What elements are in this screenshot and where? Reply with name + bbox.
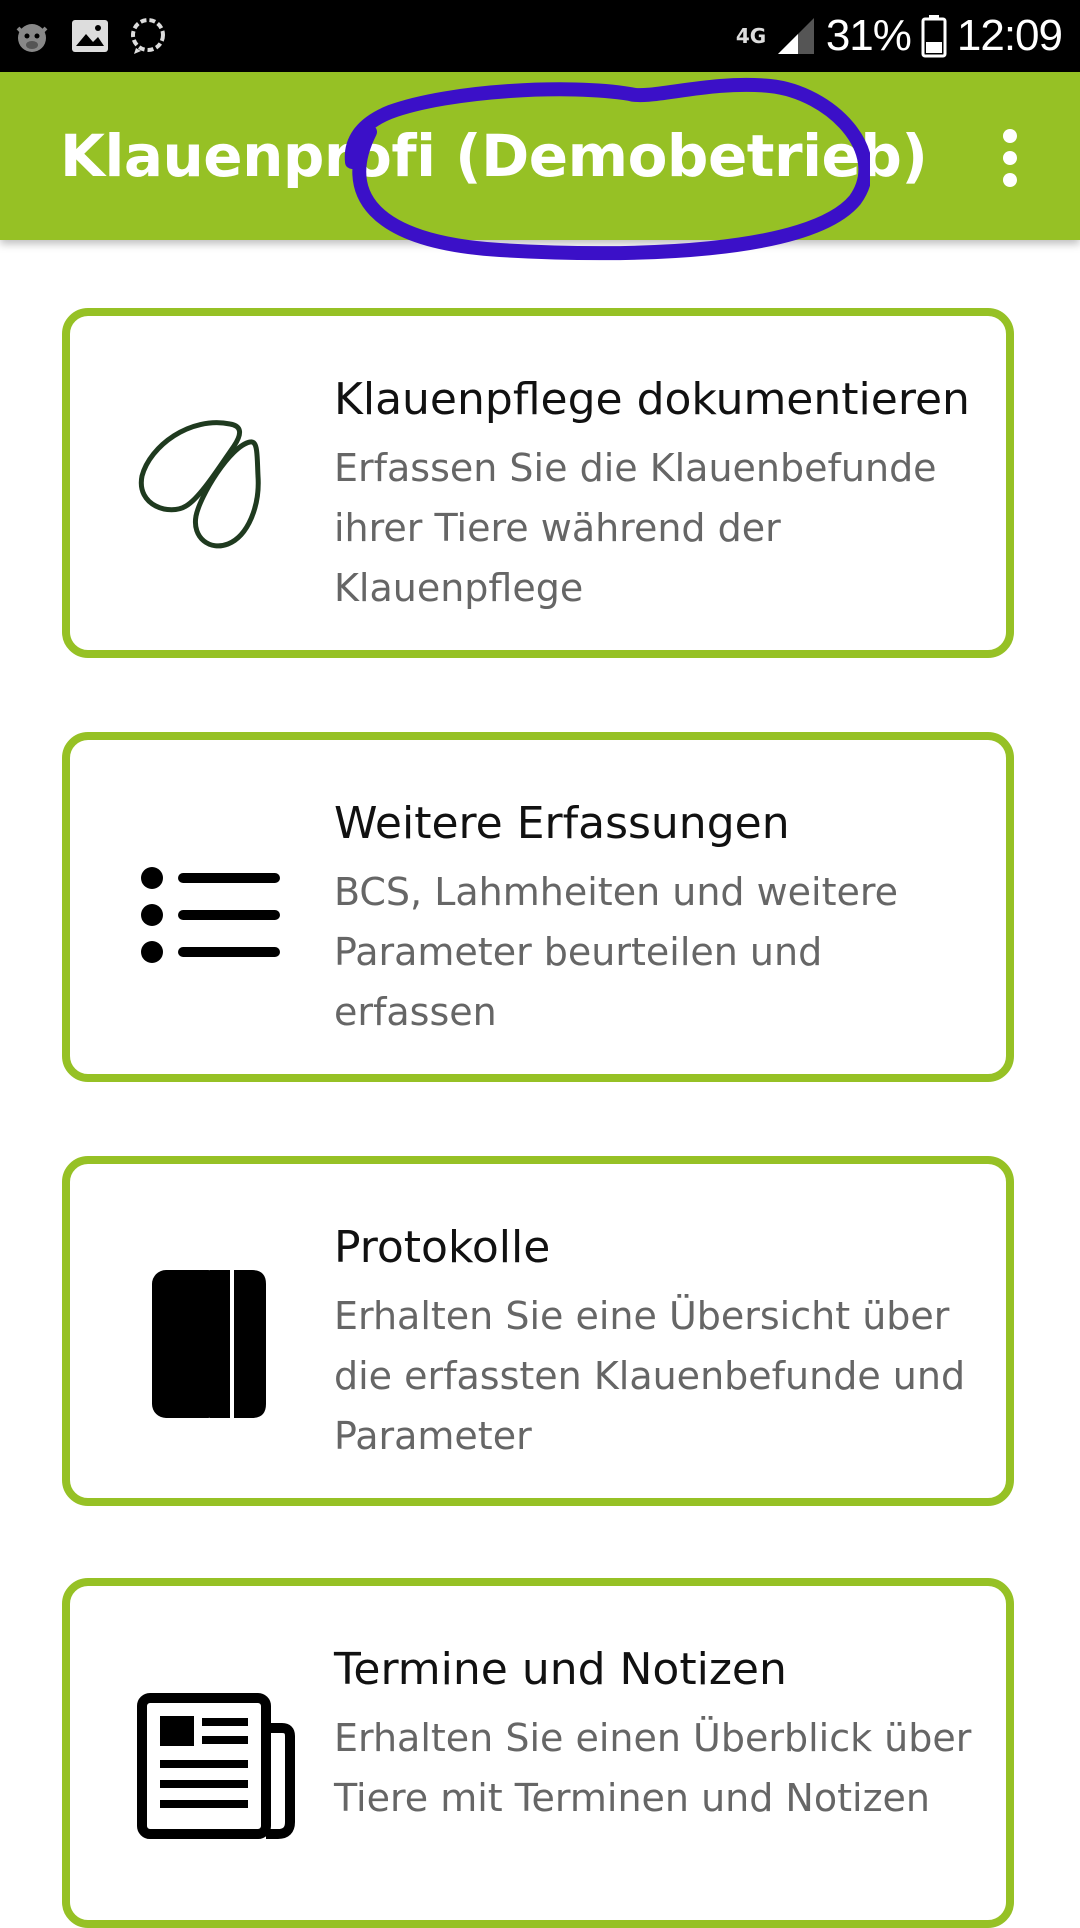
more-vert-icon[interactable] [980, 122, 1040, 194]
clock: 12:09 [956, 11, 1062, 60]
notification-icons [10, 14, 170, 58]
card-title: Weitere Erfassungen [334, 798, 790, 849]
card-description: Erfassen Sie die Klauenbefunde ihrer Tiere während der Klauenpflege [334, 446, 937, 610]
card-title: Protokolle [334, 1222, 551, 1273]
app-bar [0, 72, 1080, 240]
message-icon [126, 14, 170, 58]
card-further-records[interactable] [62, 732, 1014, 1082]
card-title: Termine und Notizen [334, 1644, 787, 1695]
book-icon [130, 1254, 300, 1424]
status-right [736, 0, 1062, 72]
card-reports[interactable] [62, 1156, 1014, 1506]
status-bar [0, 0, 1080, 72]
app-title: Klauenprofi (Demobetrieb) [60, 122, 928, 190]
card-title: Klauenpflege dokumentieren [334, 374, 970, 425]
hoof-icon [130, 406, 300, 576]
signal-icon [776, 16, 816, 56]
image-icon [68, 14, 112, 58]
card-description: BCS, Lahmheiten und weitere Parameter beurteilen und erfassen [334, 870, 899, 1034]
card-appointments-notes[interactable] [62, 1578, 1014, 1928]
battery-percent: 31% [825, 11, 911, 60]
card-hoof-care[interactable] [62, 308, 1014, 658]
battery-icon [921, 14, 947, 58]
card-description: Erhalten Sie eine Übersicht über die erfassten Klauenbefunde und Parameter [334, 1294, 966, 1458]
card-description: Erhalten Sie einen Überblick über Tiere mit Terminen und Notizen [334, 1716, 972, 1820]
list-icon [130, 830, 300, 1000]
network-indicator: 4G [735, 24, 767, 48]
cow-icon [10, 14, 54, 58]
newspaper-icon [130, 1676, 300, 1846]
